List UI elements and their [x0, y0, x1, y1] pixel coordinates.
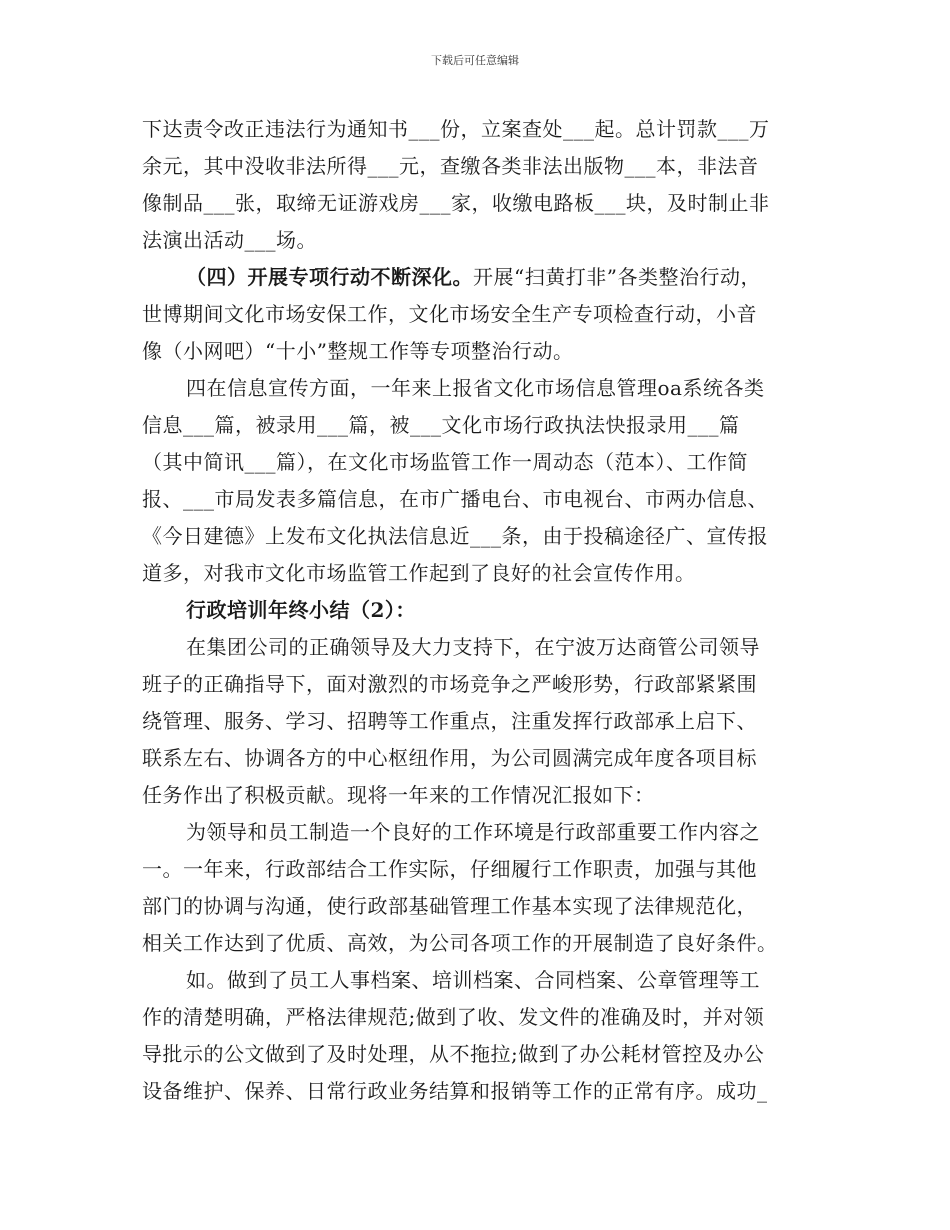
text-line: 像（小网吧）“十小”整规工作等专项整治行动。	[142, 339, 574, 363]
text-line: 联系左右、协调各方的中心枢纽作用，为公司圆满完成年度各项目标	[142, 746, 757, 770]
document-body	[142, 111, 818, 1110]
section-title: 行政培训年终小结（2）：	[186, 598, 416, 622]
publicity-first-line: 四在信息宣传方面，一年来上报省文化市场信息管理oa系统各类	[186, 376, 765, 400]
text-line: 导批示的公文做到了及时处理，从不拖拉;做到了办公耗材管控及办公	[142, 1042, 765, 1066]
section-4-first-line	[142, 259, 818, 296]
text-line: 班子的正确指导下，面对激烈的市场竞争之严峻形势，行政部紧紧围	[142, 672, 757, 696]
text-line: 相关工作达到了优质、高效，为公司各项工作的开展制造了良好条件。	[142, 931, 778, 955]
text-line: 余元，其中没收非法所得___元，查缴各类非法出版物___本，非法音	[142, 154, 759, 178]
text-line: 信息___篇，被录用___篇，被___文化市场行政执法快报录用___篇	[142, 413, 740, 437]
text-line: 世博期间文化市场安保工作，文化市场安全生产专项检查行动，小音	[142, 302, 757, 326]
text-line: 报、___市局发表多篇信息，在市广播电台、市电视台、市两办信息、	[142, 487, 768, 511]
text-line: 道多，对我市文化市场监管工作起到了良好的社会宣传作用。	[142, 561, 696, 585]
section-4-heading: （四）开展专项行动不断深化。	[186, 265, 473, 289]
text-line: 法演出活动___场。	[142, 228, 317, 252]
text-line: 一。一年来，行政部结合工作实际，仔细履行工作职责，加强与其他	[142, 857, 757, 881]
text-line: 《今日建德》上发布文化执法信息近___条，由于投稿途径广、宣传报	[142, 524, 768, 548]
text-line: 绕管理、服务、学习、招聘等工作重点，注重发挥行政部承上启下、	[142, 709, 757, 733]
section-4-text: 开展“扫黄打非”各类整治行动，	[473, 265, 761, 289]
text-line: 设备维护、保养、日常行政业务结算和报销等工作的正常有序。成功_	[142, 1079, 768, 1103]
text-line: 任务作出了积极贡献。现将一年来的工作情况汇报如下：	[142, 783, 655, 807]
paragraph-3-first-line: 如。做到了员工人事档案、培训档案、合同档案、公章管理等工	[186, 968, 760, 992]
text-line: 像制品___张，取缔无证游戏房___家，收缴电路板___块，及时制止非	[142, 191, 770, 215]
paragraph-2-first-line: 为领导和员工制造一个良好的工作环境是行政部重要工作内容之	[186, 820, 760, 844]
text-line: 下达责令改正违法行为通知书___份，立案查处___起。总计罚款___万	[142, 117, 770, 141]
text-line: 作的清楚明确，严格法律规范;做到了收、发文件的准确及时，并对领	[142, 1005, 765, 1029]
text-line: （其中简讯___篇），在文化市场监管工作一周动态（范本）、工作简	[142, 450, 748, 474]
paragraph-1-first-line: 在集团公司的正确领导及大力支持下，在宁波万达商管公司领导	[186, 635, 760, 659]
text-line: 部门的协调与沟通，使行政部基础管理工作基本实现了法律规范化，	[142, 894, 757, 918]
page-header: 下载后可任意编辑	[431, 54, 519, 67]
